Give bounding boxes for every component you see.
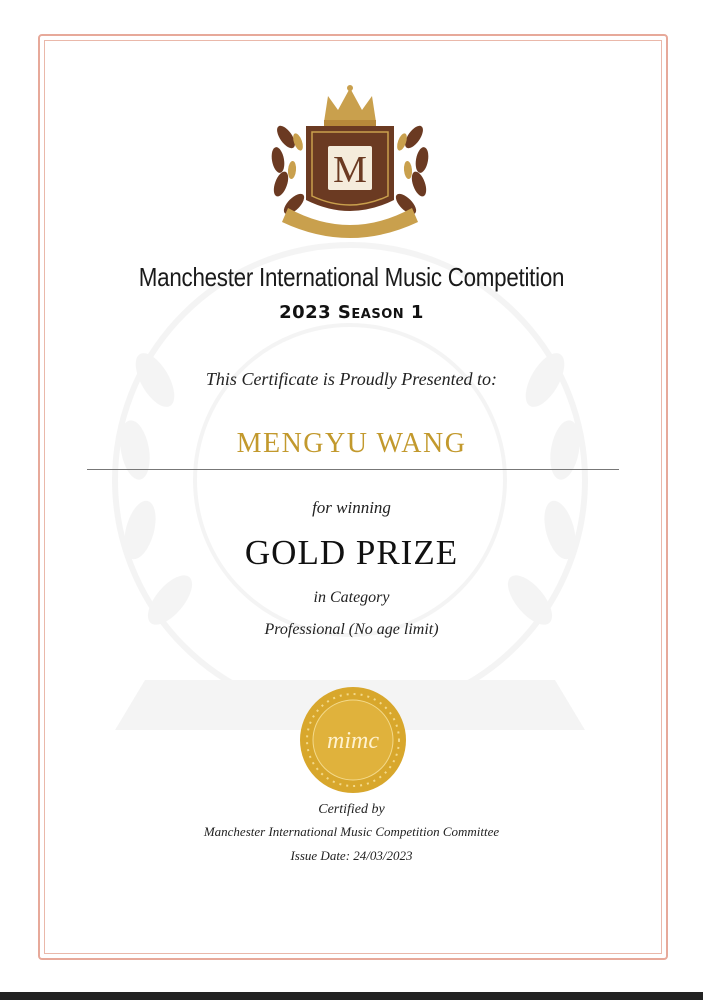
category-value: Professional (No age limit) <box>264 621 439 638</box>
for-winning-text: for winning <box>312 498 391 517</box>
committee-name: Manchester International Music Competition Committee <box>203 824 500 839</box>
certified-by-text: Certified by <box>318 802 385 817</box>
competition-title: Manchester International Music Competition <box>138 262 565 292</box>
presented-to-text: This Certificate is Proudly Presented to: <box>205 369 498 389</box>
season-label: 2023 Season 1 <box>279 302 424 323</box>
gold-seal-icon <box>299 686 407 794</box>
in-category-text: in Category <box>313 589 390 606</box>
bottom-bar <box>0 992 703 1000</box>
recipient-name: MENGYU WANG <box>236 428 467 459</box>
seal-text: mimc <box>327 728 379 754</box>
crest-icon <box>268 82 432 242</box>
crest-letter: M <box>333 149 367 191</box>
name-underline <box>87 469 619 470</box>
issue-date: Issue Date: 24/03/2023 <box>290 848 413 863</box>
prize-title: GOLD PRIZE <box>244 533 459 572</box>
